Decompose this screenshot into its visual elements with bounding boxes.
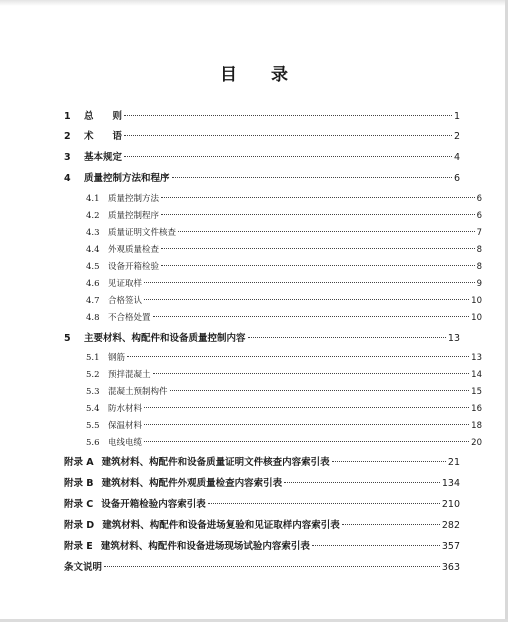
toc-entry-title: 防水材料 [108, 404, 143, 414]
toc-appendix-entry[interactable] [64, 517, 460, 531]
toc-entry-title: 钢筋 [108, 353, 126, 363]
toc-entry-page: 4 [453, 152, 460, 163]
toc-entry-title: 保温材料 [108, 421, 143, 431]
toc-appendix-entry[interactable] [64, 475, 460, 489]
toc-section-entry[interactable] [64, 226, 482, 238]
toc-section-entry[interactable] [64, 311, 482, 323]
toc-entry-page: 21 [447, 457, 460, 468]
toc-entry-page: 8 [476, 245, 482, 255]
toc-entry-title: 主要材料、构配件和设备质量控制内容 [84, 333, 246, 344]
toc-entry-title: 设备开箱检验内容索引表 [101, 499, 206, 510]
toc-entry-page: 282 [441, 520, 460, 531]
toc-chapter-entry[interactable] [64, 108, 460, 122]
toc-dot-leader [161, 214, 475, 215]
toc-section-entry[interactable] [64, 419, 482, 431]
toc-section-entry[interactable] [64, 294, 482, 306]
toc-entry-title: 质量控制方法 [108, 194, 160, 204]
toc-entry-number: 5.5 [86, 421, 100, 431]
toc-dot-leader [144, 282, 475, 283]
toc-entry-title: 混凝土预制构件 [108, 387, 168, 397]
toc-entry-page: 10 [471, 296, 482, 306]
toc-entry-page: 13 [447, 333, 460, 344]
toc-chapter-entry[interactable] [64, 149, 460, 163]
toc-entry-page: 6 [476, 211, 482, 221]
toc-chapter-entry[interactable] [64, 170, 460, 184]
toc-section-entry[interactable] [64, 385, 482, 397]
toc-entry-number: 4.7 [86, 296, 100, 306]
toc-entry-page: 6 [453, 173, 460, 184]
toc-entry-number: 4.5 [86, 262, 100, 272]
toc-entry-page: 1 [453, 111, 460, 122]
toc-dot-leader [161, 265, 475, 266]
toc-dot-leader [144, 407, 469, 408]
toc-entry-page: 16 [471, 404, 482, 414]
toc-dot-leader [124, 115, 452, 116]
toc-entry-number: 附录 D [64, 520, 95, 531]
toc-section-entry[interactable] [64, 436, 482, 448]
toc-entry-title: 建筑材料、构配件和设备进场复验和见证取样内容索引表 [102, 520, 340, 531]
toc-dot-leader [144, 299, 469, 300]
toc-entry-title: 术 语 [84, 131, 123, 142]
toc-dot-leader [172, 177, 452, 178]
toc-entry-title: 预拌混凝土 [108, 370, 151, 380]
toc-entry-page: 13 [471, 353, 482, 363]
toc-entry-number: 4.8 [86, 313, 100, 323]
toc-entry-number: 3 [64, 152, 71, 163]
toc-entry-number: 5.1 [86, 353, 100, 363]
toc-chapter-entry[interactable] [64, 128, 460, 142]
toc-section-entry[interactable] [64, 209, 482, 221]
toc-entry-number: 附录 B [64, 478, 94, 489]
page-title: 目 录 [220, 65, 302, 85]
toc-entry-page: 6 [476, 194, 482, 204]
page-top-edge [0, 0, 508, 6]
toc-dot-leader [248, 337, 446, 338]
toc-entry-title: 合格签认 [108, 296, 143, 306]
toc-entry-page: 14 [471, 370, 482, 380]
toc-entry-number: 4.6 [86, 279, 100, 289]
toc-entry-page: 210 [441, 499, 460, 510]
toc-entry-number: 2 [64, 131, 71, 142]
toc-entry-number: 附录 E [64, 541, 93, 552]
toc-entry-number: 4.4 [86, 245, 100, 255]
toc-dot-leader [312, 545, 440, 546]
toc-entry-number: 5.2 [86, 370, 100, 380]
toc-entry-title: 不合格处置 [108, 313, 151, 323]
toc-dot-leader [104, 566, 440, 567]
toc-entry-title: 建筑材料、构配件和设备进场现场试验内容索引表 [100, 541, 310, 552]
toc-appendix-entry[interactable] [64, 454, 460, 468]
toc-appendix-entry[interactable] [64, 496, 460, 510]
toc-section-entry[interactable] [64, 243, 482, 255]
toc-entry-page: 20 [471, 438, 482, 448]
toc-section-entry[interactable] [64, 402, 482, 414]
toc-entry-page: 2 [453, 131, 460, 142]
toc-dot-leader [284, 482, 440, 483]
toc-dot-leader [127, 356, 469, 357]
toc-section-entry[interactable] [64, 192, 482, 204]
toc-dot-leader [161, 248, 475, 249]
toc-entry-title: 基本规定 [84, 152, 123, 163]
toc-entry-title: 设备开箱检验 [108, 262, 160, 272]
toc-entry-number: 5.6 [86, 438, 100, 448]
toc-section-entry[interactable] [64, 368, 482, 380]
toc-entry-number: 附录 C [64, 499, 94, 510]
toc-entry-title: 外观质量检查 [108, 245, 160, 255]
toc-entry-number: 4.2 [86, 211, 100, 221]
toc-chapter-entry[interactable] [64, 330, 460, 344]
toc-entry-page: 15 [471, 387, 482, 397]
toc-appendix-entry[interactable] [64, 559, 460, 573]
toc-dot-leader [332, 461, 446, 462]
toc-entry-page: 10 [471, 313, 482, 323]
toc-entry-page: 363 [441, 562, 460, 573]
toc-entry-title: 建筑材料、构配件和设备质量证明文件核查内容索引表 [101, 457, 330, 468]
toc-dot-leader [170, 390, 470, 391]
toc-entry-number: 5.3 [86, 387, 100, 397]
toc-entry-title: 质量控制程序 [108, 211, 160, 221]
toc-section-entry[interactable] [64, 277, 482, 289]
toc-entry-number: 4.3 [86, 228, 100, 238]
toc-entry-title: 质量证明文件核查 [108, 228, 177, 238]
toc-entry-page: 357 [441, 541, 460, 552]
toc-entry-number: 附录 A [64, 457, 94, 468]
toc-section-entry[interactable] [64, 260, 482, 272]
toc-entry-number: 4 [64, 173, 71, 184]
toc-entry-page: 8 [476, 262, 482, 272]
toc-appendix-entry[interactable] [64, 538, 460, 552]
toc-dot-leader [342, 524, 440, 525]
toc-entry-page: 7 [476, 228, 482, 238]
toc-section-entry[interactable] [64, 351, 482, 363]
toc-entry-title: 质量控制方法和程序 [84, 173, 170, 184]
toc-entry-title: 电线电缆 [108, 438, 143, 448]
toc-dot-leader [144, 441, 469, 442]
toc-entry-page: 9 [476, 279, 482, 289]
toc-dot-leader [124, 156, 452, 157]
toc-entry-page: 134 [441, 478, 460, 489]
toc-entry-number: 4.1 [86, 194, 100, 204]
toc-dot-leader [144, 424, 469, 425]
toc-dot-leader [161, 197, 475, 198]
toc-dot-leader [124, 135, 452, 136]
toc-entry-title: 条文说明 [64, 562, 103, 573]
toc-entry-title: 总 则 [84, 111, 123, 122]
toc-entry-number: 1 [64, 111, 71, 122]
toc-entry-number: 5 [64, 333, 71, 344]
toc-dot-leader [178, 231, 475, 232]
toc-entry-title: 见证取样 [108, 279, 143, 289]
toc-entry-page: 18 [471, 421, 482, 431]
toc-dot-leader [208, 503, 440, 504]
toc-dot-leader [153, 316, 470, 317]
toc-entry-number: 5.4 [86, 404, 100, 414]
toc-dot-leader [153, 373, 470, 374]
toc-entry-title: 建筑材料、构配件外观质量检查内容索引表 [101, 478, 283, 489]
